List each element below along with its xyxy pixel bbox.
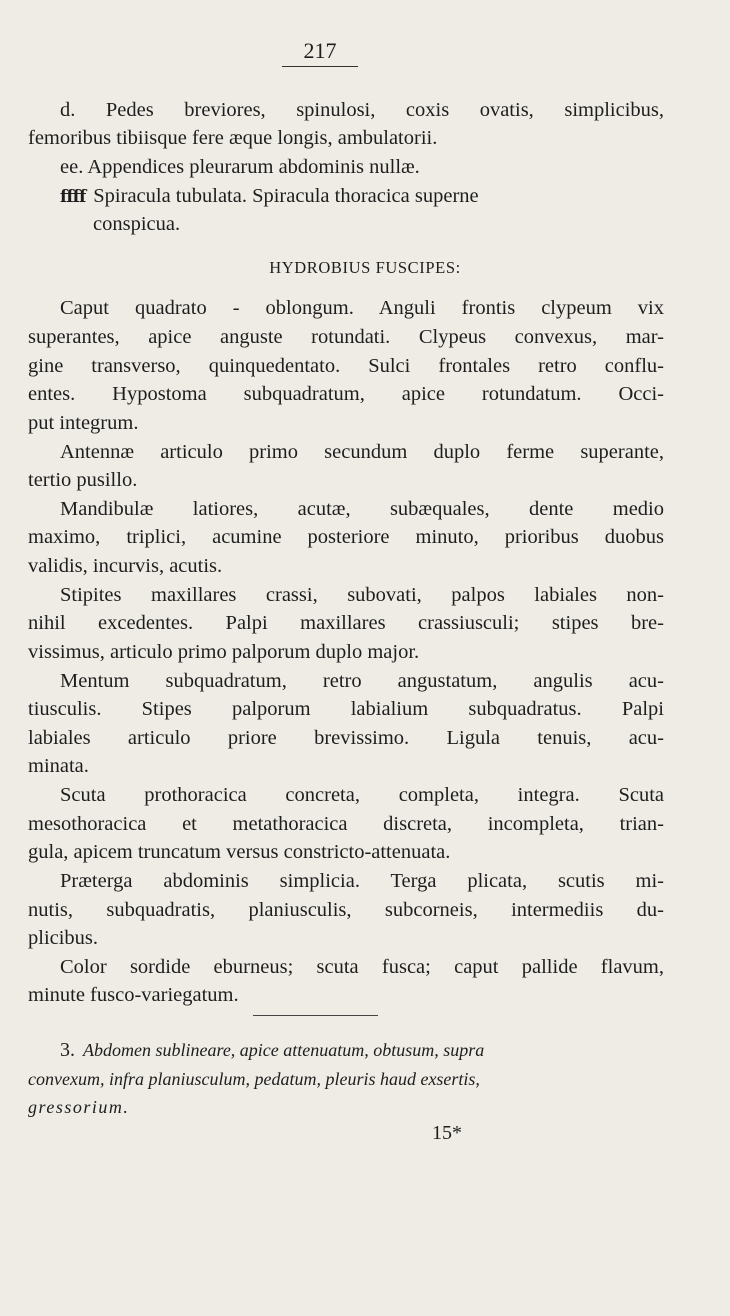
footnote-number: 3. bbox=[60, 1039, 75, 1061]
section-heading: HYDROBIUS FUSCIPES: bbox=[269, 258, 461, 277]
footnote-text-1: Abdomen sublineare, apice attenuatum, obtusum, supra bbox=[83, 1040, 485, 1060]
body-line: Caput quadrato - oblongum. Anguli frontis clypeum vix bbox=[60, 297, 664, 319]
footnote-line-2 bbox=[28, 1066, 480, 1092]
body-line: plicibus. bbox=[28, 927, 99, 949]
key-entry-ffff-continuation: conspicua. bbox=[93, 213, 181, 235]
page-number-underline bbox=[282, 66, 358, 67]
body-line: Stipites maxillares crassi, subovati, palpos labiales non- bbox=[60, 584, 664, 606]
body-line: validis, incurvis, acutis. bbox=[28, 555, 223, 577]
body-line: Color sordide eburneus; scuta fusca; caput pallide flavum, bbox=[60, 956, 664, 978]
footnote-text-3: gressorium. bbox=[28, 1097, 130, 1117]
page-number: 217 bbox=[303, 38, 337, 63]
body-line: minata. bbox=[28, 755, 89, 777]
body-line: minute fusco-variegatum. bbox=[28, 984, 239, 1006]
key-entry-ee: ee. Appendices pleurarum abdominis nullæ. bbox=[60, 156, 420, 178]
footnote-text-2: convexum, infra planiusculum, pedatum, pleuris haud exsertis, bbox=[28, 1069, 480, 1089]
body-line: nihil excedentes. Palpi maxillares crassiusculi; stipes bre- bbox=[28, 612, 664, 634]
key-entry-ffff-text: Spiracula tubulata. Spiracula thoracica superne bbox=[93, 185, 479, 207]
body-line: tertio pusillo. bbox=[28, 469, 138, 491]
body-line: tiusculis. Stipes palporum labialium subquadratus. Palpi bbox=[28, 698, 664, 720]
section-divider bbox=[253, 1015, 378, 1016]
body-line: maximo, triplici, acumine posteriore minuto, prioribus duobus bbox=[28, 526, 664, 548]
signature-mark: 15* bbox=[432, 1122, 462, 1144]
body-line: gula, apicem truncatum versus constricto-attenuata. bbox=[28, 841, 451, 863]
footnote-line-1 bbox=[60, 1037, 664, 1063]
body-line: gine transverso, quinquedentato. Sulci frontales retro conflu- bbox=[28, 355, 664, 377]
body-line: labiales articulo priore brevissimo. Ligula tenuis, acu- bbox=[28, 727, 664, 749]
body-line: Scuta prothoracica concreta, completa, integra. Scuta bbox=[60, 784, 664, 806]
body-line: entes. Hypostoma subquadratum, apice rotundatum. Occi- bbox=[28, 383, 664, 405]
body-line: superantes, apice anguste rotundati. Clypeus convexus, mar- bbox=[28, 326, 664, 348]
body-line: Antennæ articulo primo secundum duplo ferme superante, bbox=[60, 441, 664, 463]
body-line: Mandibulæ latiores, acutæ, subæquales, dente medio bbox=[60, 498, 664, 520]
key-entry-ffff bbox=[60, 183, 479, 210]
key-symbol-ffff: ffff bbox=[60, 187, 86, 207]
key-entry-d-continuation: femoribus tibiisque fere æque longis, ambulatorii. bbox=[28, 127, 438, 149]
body-line: Mentum subquadratum, retro angustatum, angulis acu- bbox=[60, 670, 664, 692]
body-line: mesothoracica et metathoracica discreta, incompleta, trian- bbox=[28, 813, 664, 835]
body-line: nutis, subquadratis, planiusculis, subcorneis, intermediis du- bbox=[28, 899, 664, 921]
body-line: vissimus, articulo primo palporum duplo major. bbox=[28, 641, 420, 663]
key-entry-d: d. Pedes breviores, spinulosi, coxis ovatis, simplicibus, bbox=[60, 99, 664, 121]
body-line: put integrum. bbox=[28, 412, 139, 434]
body-line: Præterga abdominis simplicia. Terga plicata, scutis mi- bbox=[60, 870, 664, 892]
footnote-line-3 bbox=[28, 1094, 129, 1120]
